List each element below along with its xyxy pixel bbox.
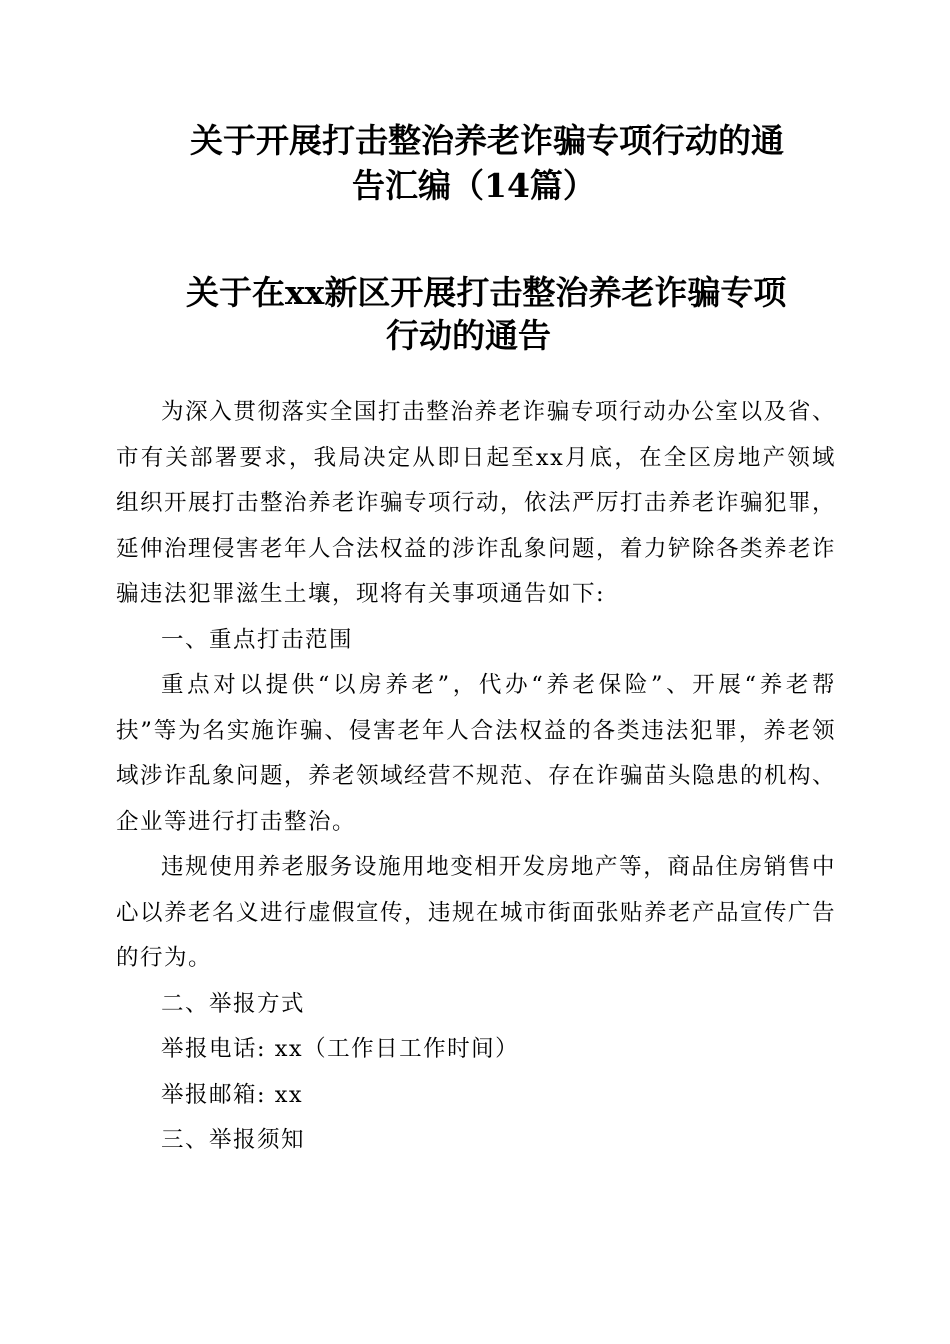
report-email: 举报邮箱: xx: [161, 1081, 304, 1108]
collection-title-line-2: 告汇编（14篇）: [352, 166, 596, 205]
section-heading-scope: 一、重点打击范围: [161, 626, 354, 653]
notice-title-line-2: 行动的通告: [386, 316, 551, 355]
notice-title-line-1: 关于在xx新区开展打击整治养老诈骗专项: [186, 273, 787, 312]
collection-title-line-1: 关于开展打击整治养老诈骗专项行动的通: [190, 121, 784, 160]
report-phone: 举报电话: xx（工作日工作时间）: [161, 1036, 520, 1062]
scope-paragraph-1: 重点对以提供“以房养老”，代办“养老保险”、开展“养老帮扶”等为名实施诈骗、侵害老年人合法权益的各类违法犯罪，养老领域涉诈乱象问题，养老领域经营不规范、存在诈骗苗头隐患的机构、企业等进行打击整治。: [116, 672, 837, 835]
section-heading-report-notice: 三、举报须知: [161, 1127, 306, 1153]
notice-body: [116, 390, 836, 1164]
section-heading-report-methods: 二、举报方式: [161, 990, 306, 1017]
intro-paragraph: 为深入贯彻落实全国打击整治养老诈骗专项行动办公室以及省、市有关部署要求，我局决定从即日起至xx月底，在全区房地产领域组织开展打击整治养老诈骗专项行动，依法严厉打击养老诈骗犯罪，延伸治理侵害老年人合法权益的涉诈乱象问题，着力铲除各类养老诈骗违法犯罪滋生土壤，现将有关事项通告如下:: [116, 399, 837, 607]
scope-paragraph-2: 违规使用养老服务设施用地变相开发房地产等，商品住房销售中心以养老名义进行虚假宣传，违规在城市街面张贴养老产品宣传广告的行为。: [116, 854, 837, 971]
